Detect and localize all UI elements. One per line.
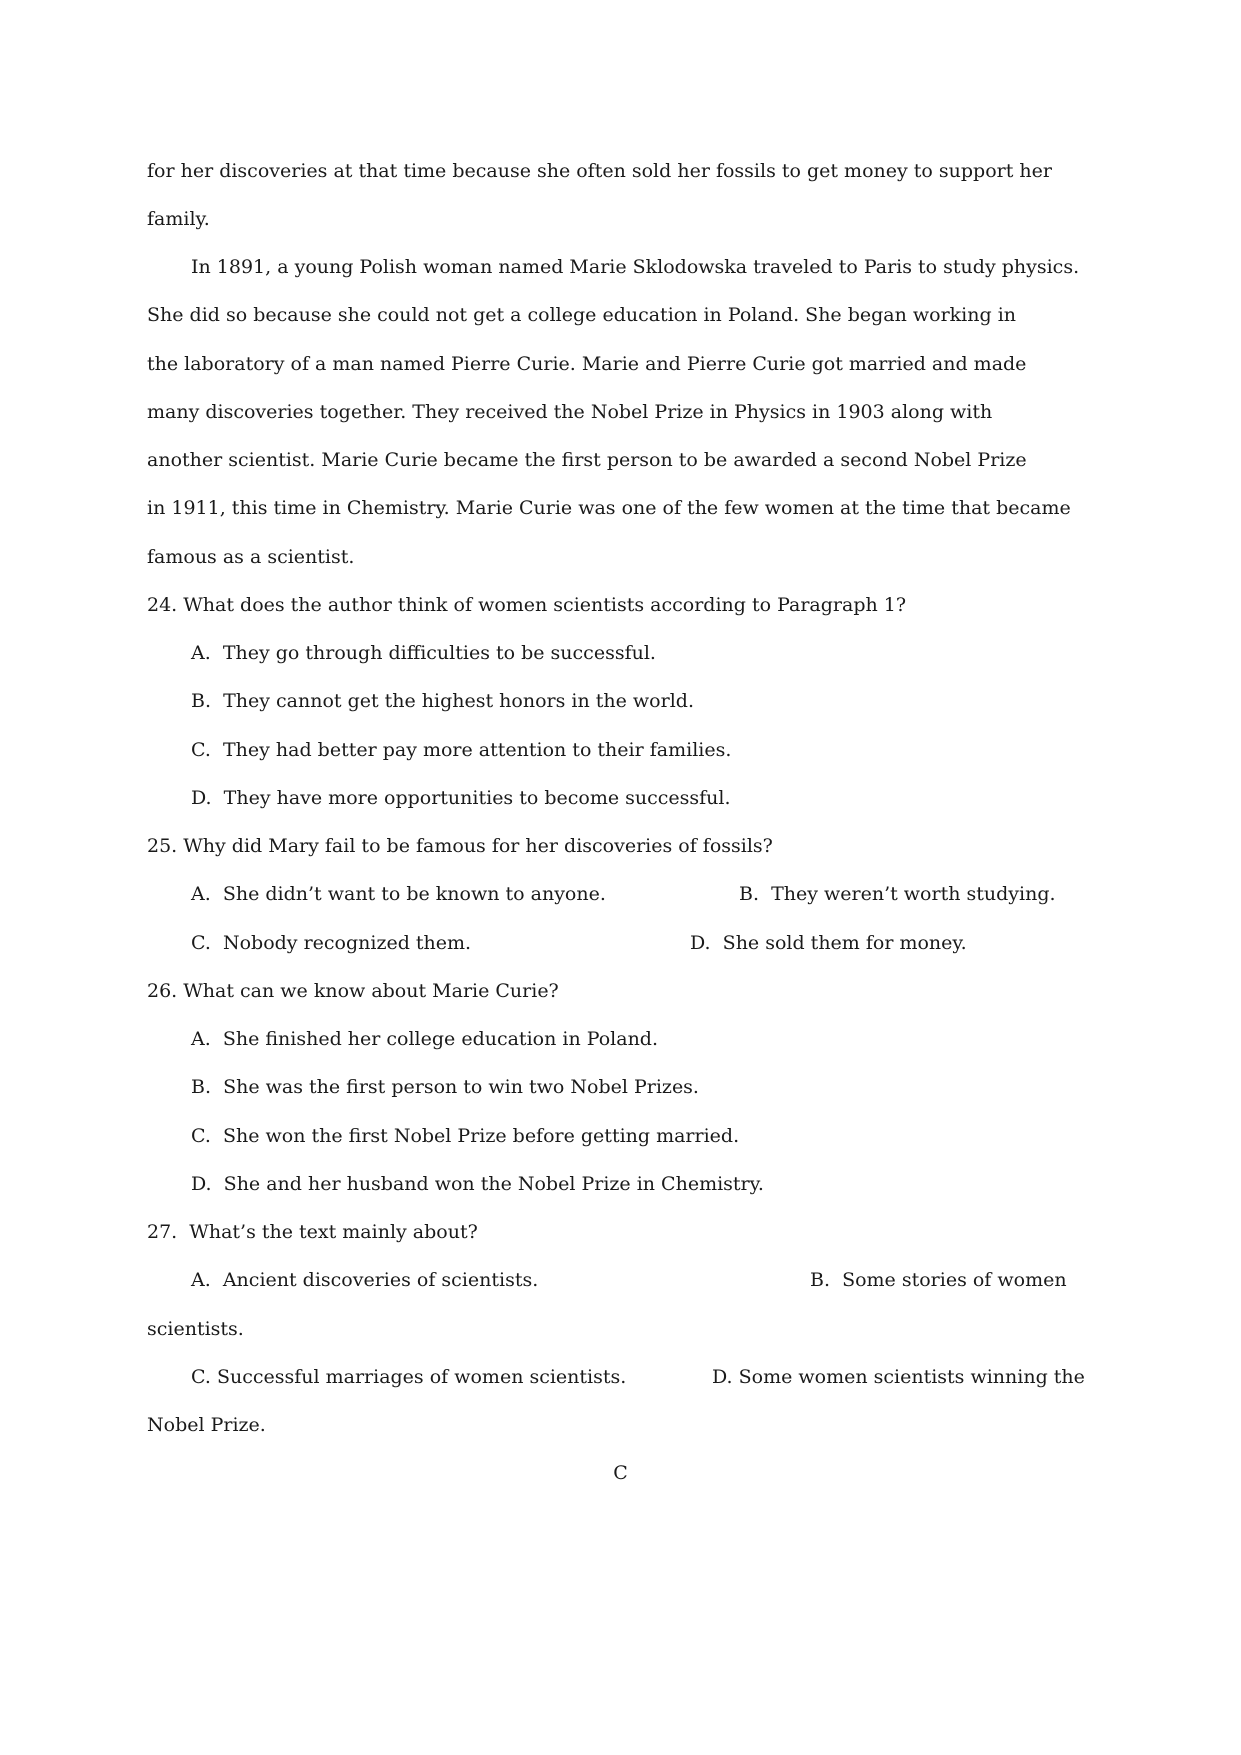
option-c: C. Successful marriages of women scientists. (191, 1366, 627, 1388)
option-c: C. She won the first Nobel Prize before getting married. (191, 1125, 740, 1147)
passage-line: in 1911, this time in Chemistry. Marie Curie was one of the few women at the time that became (147, 497, 1071, 519)
option-c: C. They had better pay more attention to their families. (191, 739, 732, 761)
option-b: B. They cannot get the highest honors in the world. (191, 690, 694, 712)
option-d: D. Some women scientists winning the (712, 1366, 1085, 1388)
question-number: 26. (147, 980, 178, 1002)
option-a: A. They go through difficulties to be successful. (191, 642, 656, 664)
option-b: B. They weren’t worth studying. (739, 883, 1056, 905)
question-stem (147, 1219, 478, 1245)
option-d-continued: Nobel Prize. (147, 1414, 266, 1436)
option-c: C. Nobody recognized them. (191, 932, 472, 954)
passage-line: In 1891, a young Polish woman named Marie Sklodowska traveled to Paris to study physics. (191, 256, 1080, 278)
option-d: D. She sold them for money. (690, 932, 967, 954)
passage-line: famous as a scientist. (147, 546, 355, 568)
question-text: What can we know about Marie Curie? (183, 980, 559, 1002)
question-text: What’s the text mainly about? (183, 1221, 478, 1243)
question-number: 24. (147, 594, 178, 616)
passage-line: She did so because she could not get a college education in Poland. She began working in (147, 304, 1017, 326)
question-text: What does the author think of women scientists according to Paragraph 1? (183, 594, 907, 616)
passage-line: family. (147, 208, 210, 230)
option-b: B. She was the first person to win two Nobel Prizes. (191, 1076, 699, 1098)
question-number: 27. (147, 1221, 178, 1243)
question-stem (147, 978, 559, 1004)
question-number: 25. (147, 835, 178, 857)
passage-line: the laboratory of a man named Pierre Curie. Marie and Pierre Curie got married and made (147, 353, 1027, 375)
question-stem (147, 592, 906, 618)
question-stem (147, 833, 773, 859)
option-b: B. Some stories of women (810, 1269, 1067, 1291)
passage-line: another scientist. Marie Curie became the first person to be awarded a second Nobel Prize (147, 449, 1027, 471)
option-a: A. She finished her college education in Poland. (191, 1028, 659, 1050)
passage-line: for her discoveries at that time because she often sold her fossils to get money to support her (147, 160, 1052, 182)
option-d: D. She and her husband won the Nobel Prize in Chemistry. (191, 1173, 764, 1195)
option-a: A. She didn’t want to be known to anyone. (191, 883, 606, 905)
option-b-continued: scientists. (147, 1318, 244, 1340)
question-text: Why did Mary fail to be famous for her discoveries of fossils? (183, 835, 773, 857)
option-d: D. They have more opportunities to become successful. (191, 787, 731, 809)
option-a: A. Ancient discoveries of scientists. (191, 1269, 539, 1291)
passage-line: many discoveries together. They received the Nobel Prize in Physics in 1903 along with (147, 401, 993, 423)
section-label: C (613, 1462, 628, 1484)
